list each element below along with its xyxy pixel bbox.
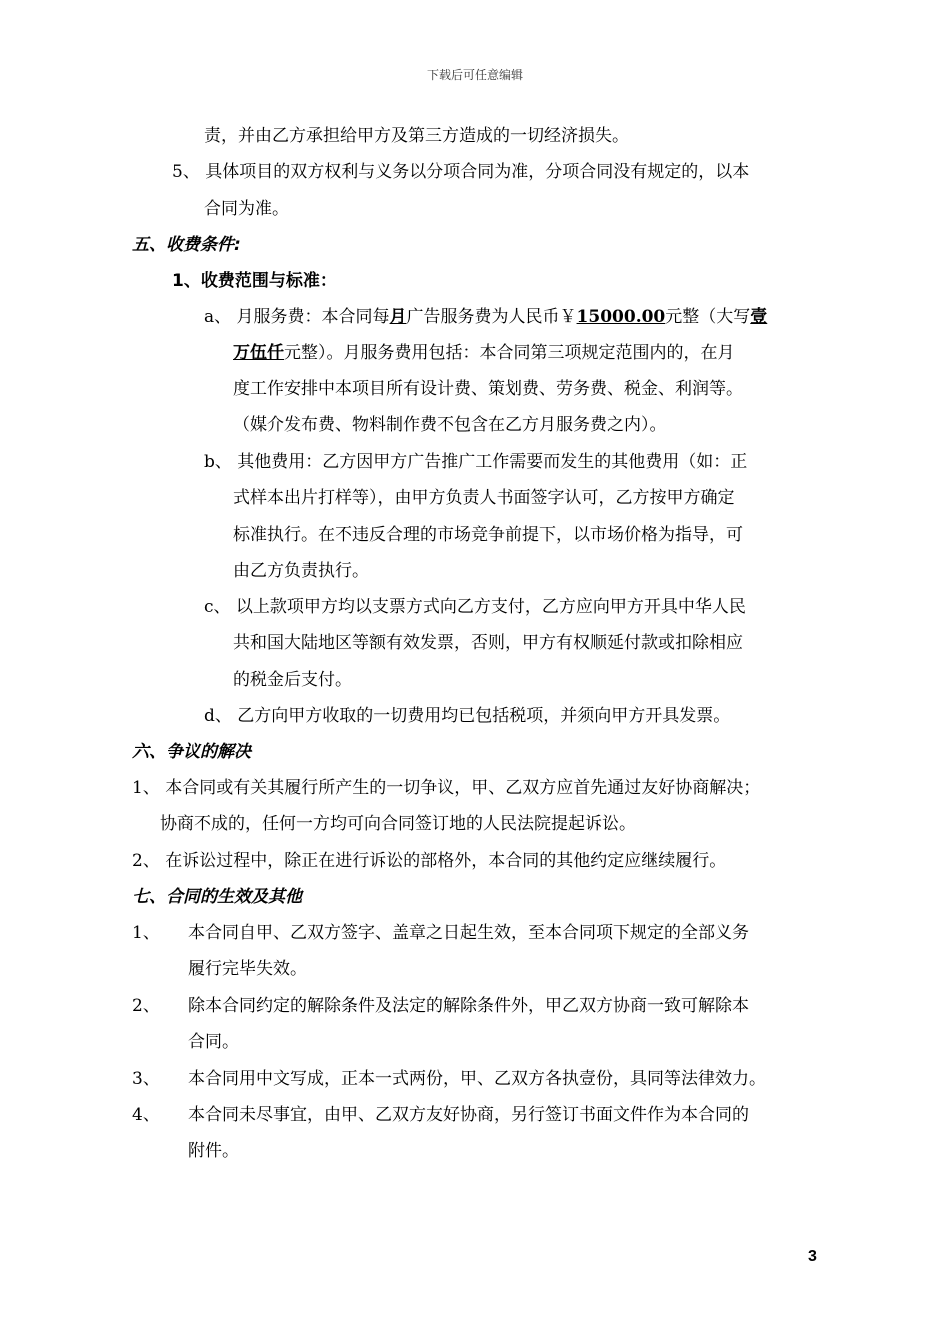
clause-c-line3: 的税金后支付。 [233, 670, 352, 690]
clause-b-line4: 由乙方负责执行。 [233, 561, 369, 581]
section4-item5-line1: 5、 具体项目的双方权利与义务以分项合同为准，分项合同没有规定的，以本 [172, 162, 750, 182]
clause-a-text-suffix: 元整（大写 [665, 307, 751, 327]
clause-a-line3: 度工作安排中本项目所有设计费、策划费、劳务费、税金、利润等。 [233, 379, 743, 399]
section7-item2-line1: 除本合同约定的解除条件及法定的解除条件外，甲乙双方协商一致可解除本 [188, 996, 749, 1016]
clause-b-line3: 标准执行。在不违反合理的市场竞争前提下，以市场价格为指导，可 [233, 525, 743, 545]
header-note: 下载后可任意编辑 [426, 68, 523, 82]
section7-item1-line1: 本合同自甲、乙双方签字、盖章之日起生效，至本合同项下规定的全部义务 [188, 923, 749, 943]
clause-c-line1: c、 以上款项甲方均以支票方式向乙方支付，乙方应向甲方开具中华人民 [204, 597, 746, 617]
section6-item2-line1: 2、 在诉讼过程中，除正在进行诉讼的部格外，本合同的其他约定应继续履行。 [132, 851, 727, 871]
section4-item5-line2: 合同为准。 [204, 199, 289, 219]
clause-a-text: a、 月服务费：本合同每 [204, 307, 390, 327]
section7-item4-number: 4、 [132, 1105, 160, 1125]
clause-a-line4: （媒介发布费、物料制作费不包含在乙方月服务费之内）。 [233, 415, 667, 435]
clause-c-line2: 共和国大陆地区等额有效发票，否则，甲方有权顺延付款或扣除相应 [233, 633, 743, 653]
clause-d-line1: d、 乙方向甲方收取的一切费用均已包括税项，并须向甲方开具发票。 [204, 706, 731, 726]
section4-tail-line: 责，并由乙方承担给甲方及第三方造成的一切经济损失。 [204, 126, 629, 146]
clause-a-line1 [204, 305, 767, 329]
section7-item1-line2: 履行完毕失效。 [188, 959, 307, 979]
clause-a-amount: 15000.00 [576, 307, 666, 327]
page-number: 3 [808, 1248, 817, 1265]
section7-item1-number: 1、 [132, 923, 160, 943]
section7-item4-line2: 附件。 [188, 1141, 239, 1161]
clause-a-text-mid: 广告服务费为人民币￥ [406, 307, 577, 327]
clause-b-line2: 式样本出片打样等），由甲方负责人书面签字认可，乙方按甲方确定 [233, 488, 735, 508]
clause-a-line2-text: 元整）。月服务费用包括：本合同第三项规定范围内的，在月 [284, 343, 735, 363]
clause-a-line2 [233, 341, 735, 365]
section6-title: 六、争议的解决 [132, 742, 251, 762]
section6-item1-line2: 协商不成的，任何一方均可向合同签订地的人民法院提起诉讼。 [160, 814, 636, 834]
clause-a-amount-upper-1: 壹 [750, 307, 768, 327]
section6-item1-line1: 1、 本合同或有关其履行所产生的一切争议，甲、乙双方应首先通过友好协商解决； [132, 778, 761, 798]
section5-sub-heading: 1、收费范围与标准： [172, 271, 337, 291]
section7-item3-line1: 本合同用中文写成，正本一式两份，甲、乙双方各执壹份，具同等法律效力。 [188, 1069, 766, 1089]
clause-b-line1: b、 其他费用：乙方因甲方广告推广工作需要而发生的其他费用（如：正 [204, 452, 748, 472]
section7-item2-number: 2、 [132, 996, 160, 1016]
section7-item4-line1: 本合同未尽事宜，由甲、乙双方友好协商，另行签订书面文件作为本合同的 [188, 1105, 749, 1125]
section7-item3-number: 3、 [132, 1069, 160, 1089]
section5-title: 五、收费条件: [132, 235, 241, 255]
clause-a-month: 月 [389, 307, 407, 327]
clause-a-amount-upper-2: 万伍仟 [233, 343, 284, 363]
section7-item2-line2: 合同。 [188, 1032, 239, 1052]
section7-title: 七、合同的生效及其他 [132, 887, 302, 907]
